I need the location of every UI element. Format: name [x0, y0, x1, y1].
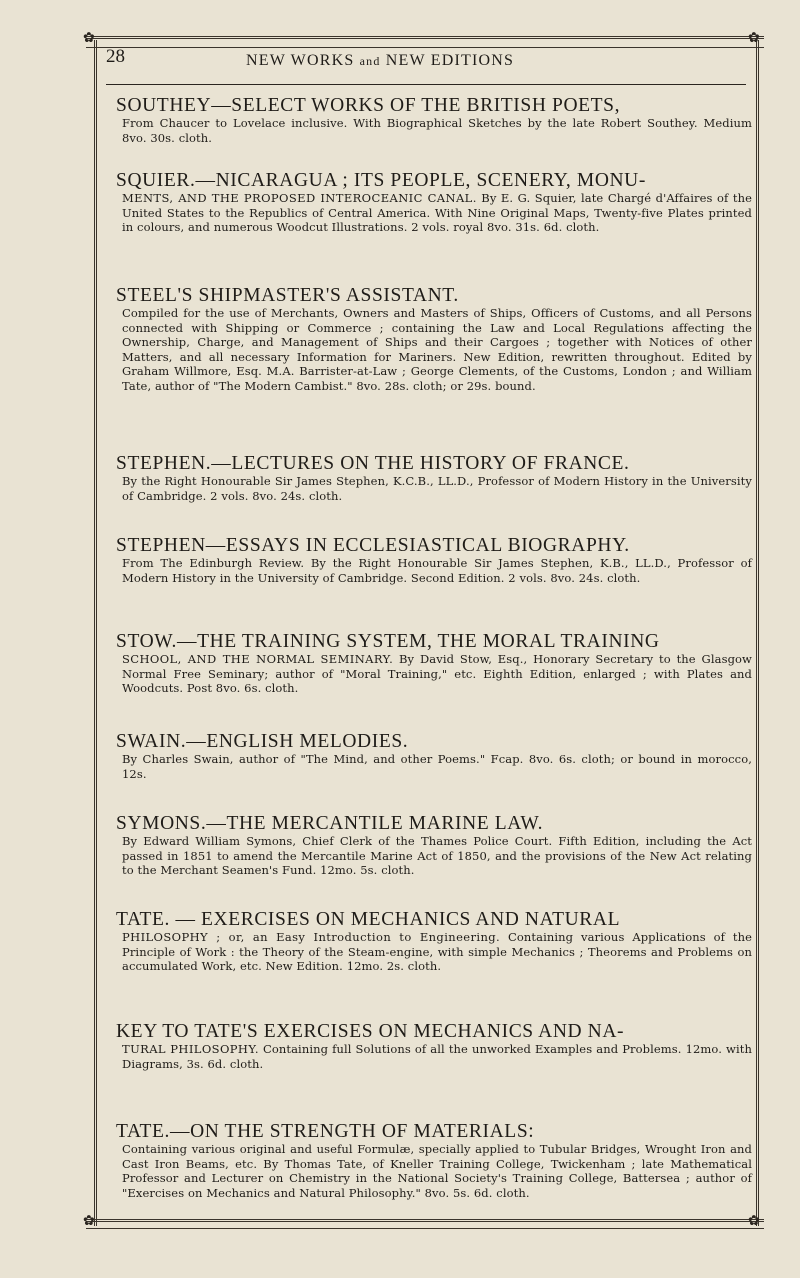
running-head [246, 52, 514, 70]
entry-description: Containing various original and useful Formulæ, specially applied to Tubular Bridges, Wrought Iron and Cast Iron Beams, etc. By Thomas Tate, of Kneller Training College, Twickenham ; late Mathematical Professor and Lecturer on Chemistry in the National Society's Training College, Battersea ; author of "Exercises on Mechanics and Natural Philosophy." 8vo. 5s. 6d. cloth. [122, 1142, 752, 1200]
entry-description-text: Containing full Solutions of all the unworked Examples and Problems. 12mo. with Diagrams, 3s. 6d. cloth. [122, 1042, 752, 1071]
catalogue-entry [116, 910, 752, 974]
page-number: 28 [106, 46, 125, 67]
entry-description [122, 1042, 752, 1071]
entry-description-text: By E. G. Squier, late Chargé d'Affaires of the United States to the Republics of Central America. With Nine Original Maps, Twenty-five Plates printed in colours, and numerous Woodcut Illustrations. 2 vols. royal 8vo. 31s. 6d. cloth. [122, 191, 753, 234]
corner-ornament-icon: ✿ [748, 1213, 760, 1229]
header-rule [106, 84, 746, 85]
entry-title: SOUTHEY—SELECT WORKS OF THE BRITISH POETS, [116, 95, 621, 116]
entry-title: SYMONS.—THE MERCANTILE MARINE LAW. [116, 813, 544, 834]
entry-description: From The Edinburgh Review. By the Right Honourable Sir James Stephen, K.B., LL.D., Professor of Modern History in the University of Cambridge. Second Edition. 2 vols. 8vo. 24s. cloth. [122, 556, 752, 585]
entry-description: Compiled for the use of Merchants, Owners and Masters of Ships, Officers of Customs, and all Persons connected with Shipping or Commerce ; containing the Law and Local Regulations affecting the Ownership, Charge, and Management of Ships and their Cargoes ; together with Notices of other Matters, and all necessary Information for Mariners. New Edition, rewritten throughout. Edited by Graham Willmore, Esq. M.A. Barrister-at-Law ; George Clements, of the Customs, London ; and William Tate, author of "The Modern Cambist." 8vo. 28s. cloth; or 29s. bound. [122, 306, 752, 393]
running-head-part: NEW WORKS [246, 52, 360, 69]
entry-title: TATE. — EXERCISES ON MECHANICS AND NATURAL [116, 909, 621, 930]
entry-title-continuation: SCHOOL, AND THE NORMAL SEMINARY. [122, 652, 394, 666]
running-head-part: and [359, 54, 381, 68]
entry-title-continuation: TURAL PHILOSOPHY. [122, 1042, 259, 1056]
right-border-rule [756, 40, 762, 1226]
entry-description: By the Right Honourable Sir James Stephen, K.C.B., LL.D., Professor of Modern History in the University of Cambridge. 2 vols. 8vo. 24s. cloth. [122, 474, 752, 503]
catalogue-entry [116, 536, 752, 585]
entry-title: STEPHEN.—LECTURES ON THE HISTORY OF FRANCE. [116, 453, 630, 474]
entry-description [122, 930, 752, 974]
left-border-rule [94, 40, 100, 1226]
entry-title-continuation: MENTS, AND THE PROPOSED INTEROCEANIC CANAL. [122, 191, 477, 205]
catalogue-entry [116, 732, 752, 781]
catalogue-entry [116, 814, 752, 878]
catalogue-entry [116, 286, 752, 393]
catalogue-entry [116, 171, 752, 235]
entry-description: By Edward William Symons, Chief Clerk of the Thames Police Court. Fifth Edition, including the Act passed in 1851 to amend the Mercantile Marine Act of 1850, and the provisions of the New Act relating to the Merchant Seamen's Fund. 12mo. 5s. cloth. [122, 834, 752, 877]
catalogue-entry [116, 1022, 752, 1071]
page-header [106, 46, 746, 86]
entry-title: STOW.—THE TRAINING SYSTEM, THE MORAL TRAINING [116, 631, 660, 652]
entry-description [122, 191, 752, 235]
corner-ornament-icon: ✿ [83, 30, 95, 46]
corner-ornament-icon: ✿ [83, 1213, 95, 1229]
entry-title: SQUIER.—NICARAGUA ; ITS PEOPLE, SCENERY, MONU- [116, 170, 646, 191]
entry-title: STEEL'S SHIPMASTER'S ASSISTANT. [116, 285, 459, 306]
entry-description [122, 652, 752, 696]
catalogue-entry [116, 1122, 752, 1200]
entry-description: From Chaucer to Lovelace inclusive. With Biographical Sketches by the late Robert Southey. Medium 8vo. 30s. cloth. [122, 116, 752, 145]
entry-title-continuation: PHILOSOPHY ; or, an Easy Introduction to Engineering. [122, 930, 501, 944]
entry-description-text: By David Stow, Esq., Honorary Secretary to the Glasgow Normal Free Seminary; author of "Moral Training," etc. Eighth Edition, enlarged ; with Plates and Woodcuts. Post 8vo. 6s. cloth. [122, 652, 752, 695]
entry-title: STEPHEN—ESSAYS IN ECCLESIASTICAL BIOGRAPHY. [116, 535, 630, 556]
catalogue-entry [116, 632, 752, 696]
entry-title: KEY TO TATE'S EXERCISES ON MECHANICS AND NA- [116, 1021, 625, 1042]
catalogue-entry [116, 454, 752, 503]
running-head-part: NEW EDITIONS [380, 52, 515, 69]
entry-title: SWAIN.—ENGLISH MELODIES. [116, 731, 409, 752]
entry-description-text: Containing various Applications of the Principle of Work : the Theory of the Steam-engine, with simple Mechanics ; Theorems and Problems on accumulated Work, etc. New Edition. 12mo. 2s. cloth. [122, 930, 752, 973]
entry-title: TATE.—ON THE STRENGTH OF MATERIALS: [116, 1121, 535, 1142]
entry-description: By Charles Swain, author of "The Mind, and other Poems." Fcap. 8vo. 6s. cloth; or bound in morocco, 12s. [122, 752, 752, 781]
catalogue-entry [116, 96, 752, 145]
bottom-border-rule [86, 1219, 764, 1229]
corner-ornament-icon: ✿ [748, 30, 760, 46]
